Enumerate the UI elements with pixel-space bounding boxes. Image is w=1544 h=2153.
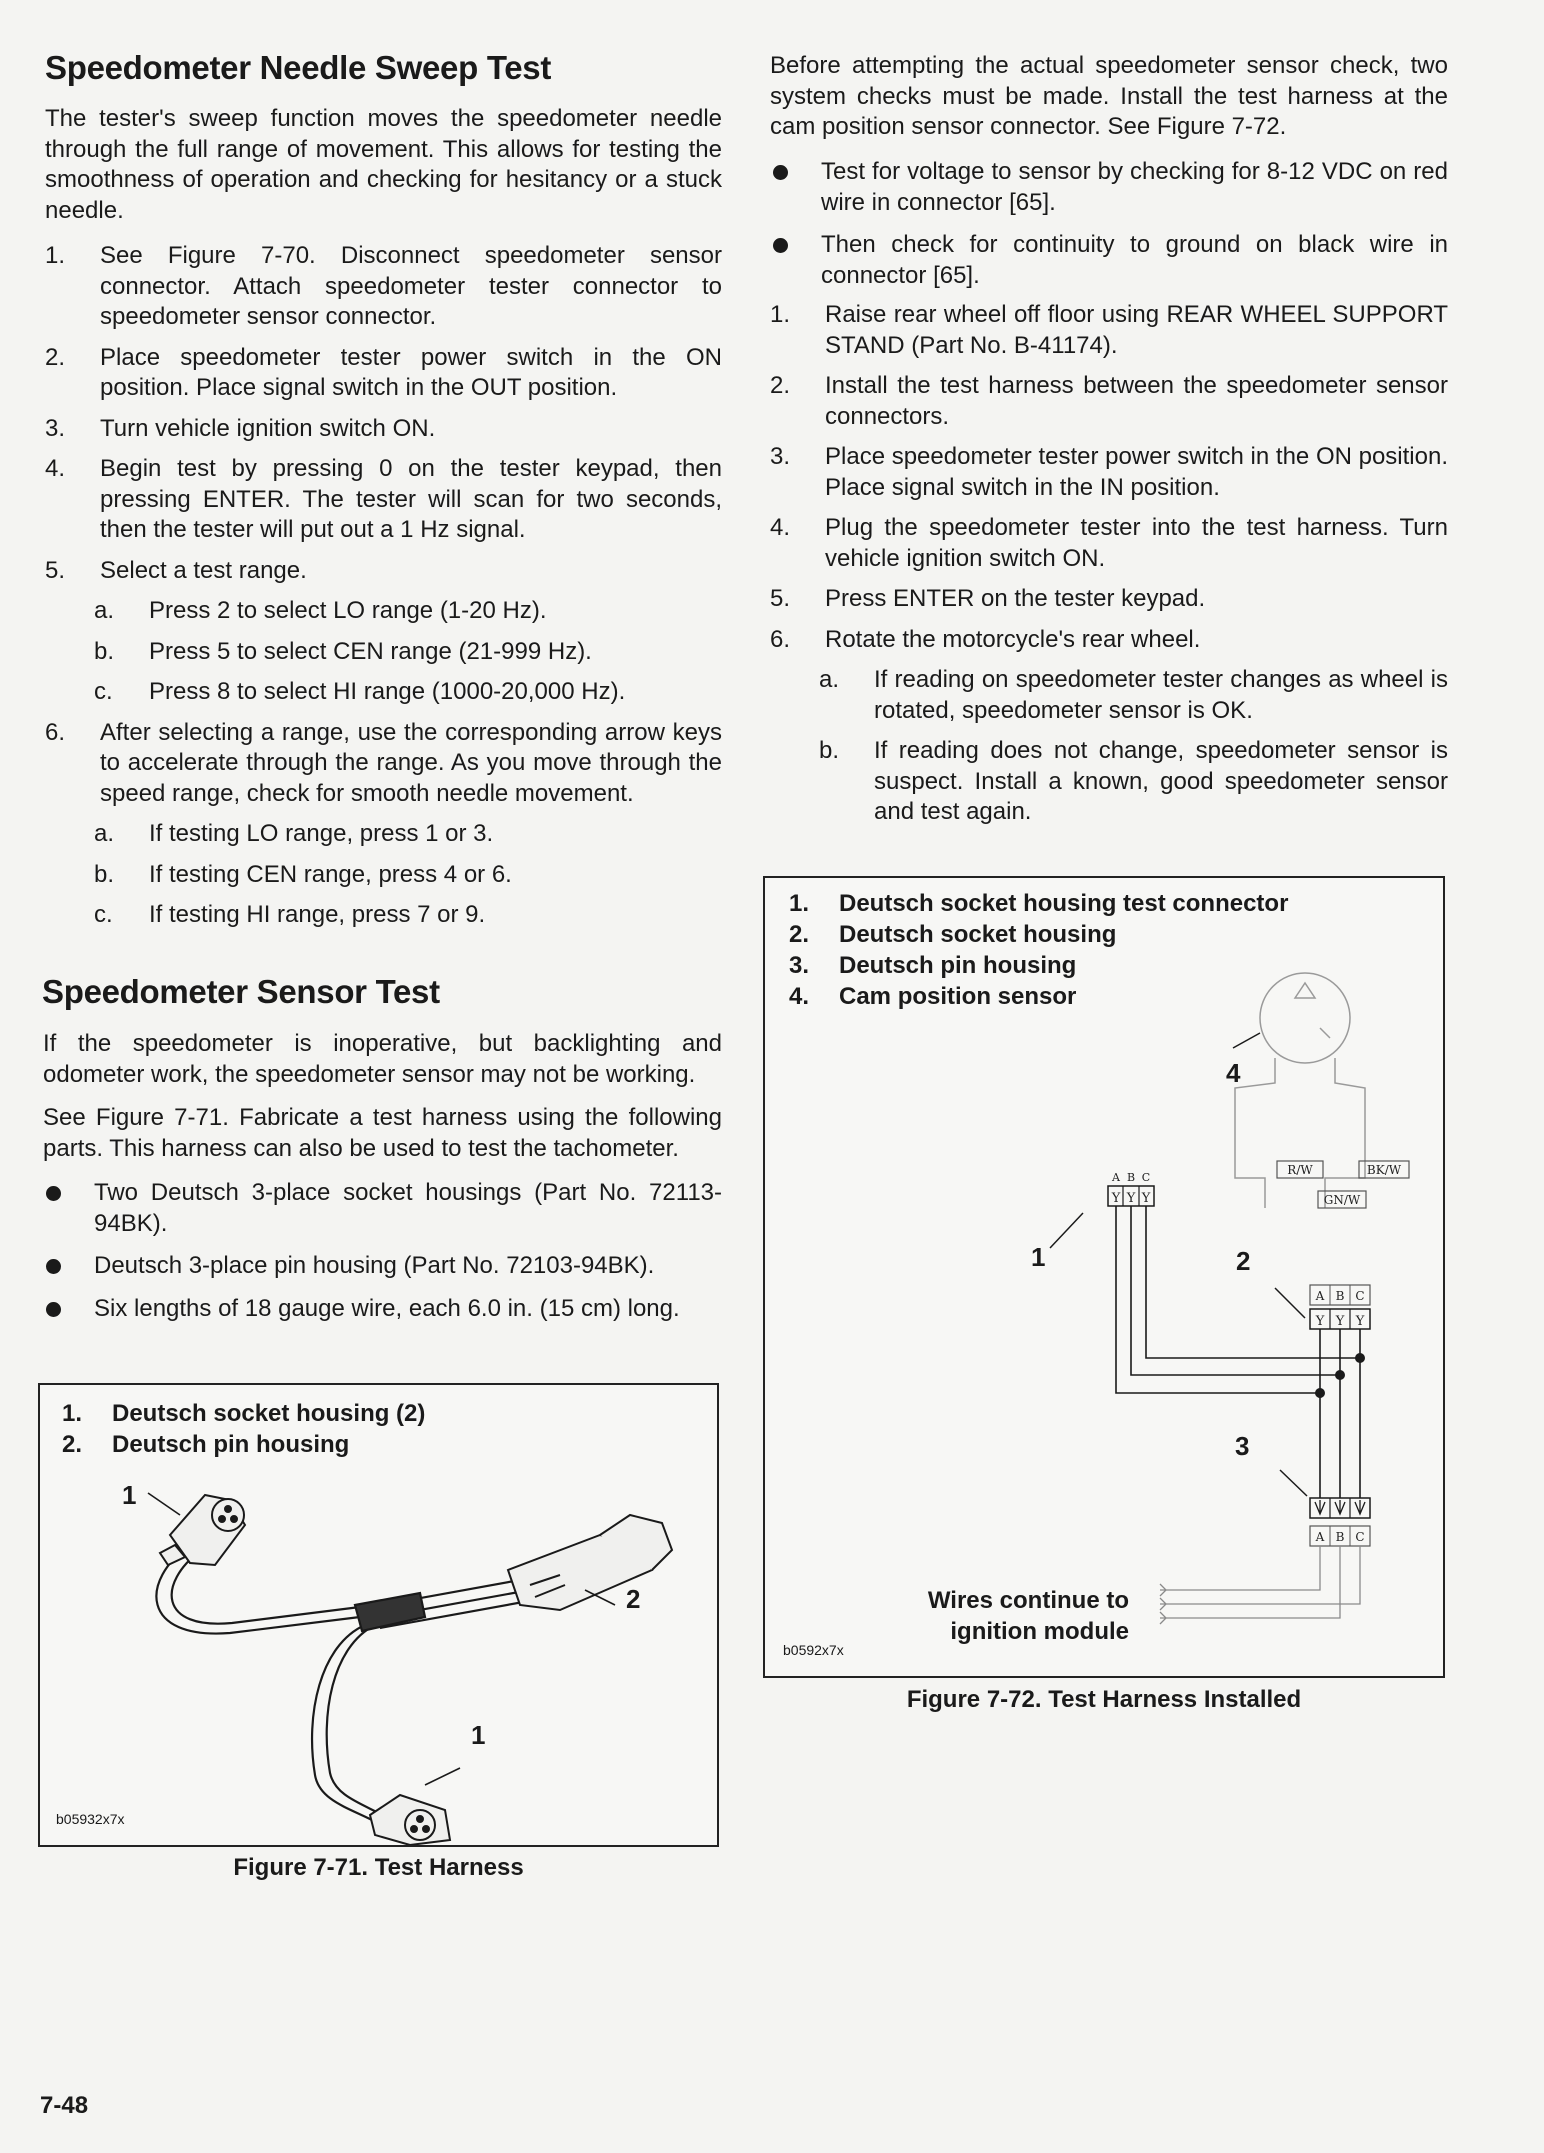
sensor-parts-list	[43, 1178, 722, 1336]
bullet-dot	[46, 1302, 61, 1317]
sweep-step: 6. After selecting a range, use the corresponding arrow keys to accelerate through the range. As you move through the speed range, check for smooth needle movement.	[45, 718, 722, 807]
sweep-step: 2. Place speedometer tester power switch in the ON position. Place signal switch in the OUT position.	[45, 343, 722, 401]
callout-1: 1	[1031, 1242, 1046, 1272]
sensor-step: 3. Place speedometer tester power switch in the ON position. Place signal switch in the IN position.	[770, 443, 1448, 501]
callout-2: 2	[626, 1584, 641, 1614]
legend-item: 1. Deutsch socket housing (2)	[62, 1400, 426, 1427]
sweep-substep: c. If testing HI range, press 7 or 9.	[94, 901, 486, 928]
sensor-step: 5. Press ENTER on the tester keypad.	[770, 585, 1206, 612]
pin-b-socket: B	[1335, 1289, 1345, 1303]
note-line-1: Wires continue to	[927, 1587, 1129, 1614]
wire-label-gnw: GN/W	[1323, 1193, 1361, 1207]
sweep-substep: b. If testing CEN range, press 4 or 6.	[94, 860, 512, 888]
sensor-step: 4. Plug the speedometer tester into the test harness. Turn vehicle ignition switch ON.	[770, 514, 1448, 572]
pin-type-socket-c: Y	[1355, 1314, 1365, 1329]
sweep-step: 4. Begin test by pressing 0 on the tester keypad, then pressing ENTER. The tester will scan for two seconds, then the tester will put out a 1 Hz signal.	[45, 455, 722, 543]
note-line-2: ignition module	[950, 1618, 1129, 1645]
system-check-item: Test for voltage to sensor by checking for 8-12 VDC on red wire in connector [65].	[770, 157, 1448, 218]
wire-label-rw: R/W	[1287, 1163, 1313, 1177]
bullet-dot	[46, 1186, 61, 1201]
figure-7-72-box	[763, 876, 1445, 1678]
page-number: 7-48	[40, 2092, 89, 2119]
sensor-substep: a. If reading on speedometer tester changes as wheel is rotated, speedometer sensor is OK.	[819, 666, 1448, 724]
sweep-substep: a. Press 2 to select LO range (1-20 Hz).	[94, 597, 547, 624]
ignition-module-note	[893, 1585, 1129, 1647]
sensor-step: 2. Install the test harness between the speedometer sensor connectors.	[770, 372, 1448, 430]
bullet-dot	[773, 238, 788, 253]
test-harness-illustration	[40, 1385, 717, 1845]
callout-2: 2	[1236, 1246, 1251, 1276]
system-checks-list	[770, 157, 1448, 303]
figure-7-71-caption: Figure 7-71. Test Harness	[233, 1854, 524, 1881]
sweep-steps	[45, 241, 722, 941]
sensor-para-1: If the speedometer is inoperative, but backlighting and odometer work, the speedometer sensor may not be working.	[43, 1030, 722, 1088]
sensor-para-2: See Figure 7-71. Fabricate a test harness using the following parts. This harness can also be used to test the tachometer.	[43, 1104, 722, 1162]
parts-list-item: Two Deutsch 3-place socket housings (Part No. 72113-94BK).	[43, 1178, 722, 1239]
sweep-step: 3. Turn vehicle ignition switch ON.	[45, 414, 436, 442]
sensor-step: 1. Raise rear wheel off floor using REAR WHEEL SUPPORT STAND (Part No. B-41174).	[770, 301, 1448, 359]
callout-4: 4	[1226, 1058, 1241, 1088]
sweep-step: 5. Select a test range.	[45, 556, 307, 584]
figure-7-72-id: b0592x7x	[783, 1642, 844, 1658]
legend-item: 1. Deutsch socket housing test connector	[789, 890, 1289, 917]
pin-c-pin-housing: C	[1355, 1530, 1365, 1544]
legend-item: 4. Cam position sensor	[789, 983, 1077, 1010]
pin-a-pin-housing: A	[1315, 1530, 1325, 1544]
figure-7-72-caption: Figure 7-72. Test Harness Installed	[906, 1686, 1302, 1713]
sensor-steps	[770, 300, 1448, 838]
figure-7-71-box	[38, 1383, 719, 1847]
sweep-heading: Speedometer Needle Sweep Test	[45, 49, 552, 86]
legend-item: 2. Deutsch pin housing	[62, 1431, 350, 1458]
callout-1-top: 1	[122, 1480, 137, 1510]
sensor-step: 6. Rotate the motorcycle's rear wheel.	[770, 625, 1201, 653]
callout-1-bottom: 1	[471, 1720, 486, 1750]
sensor-substep: b. If reading does not change, speedometer sensor is suspect. Install a known, good speedometer sensor and test again.	[819, 737, 1448, 825]
pin-c-test: C	[1141, 1171, 1151, 1184]
figure-7-71-id: b05932x7x	[56, 1811, 125, 1827]
pin-type-socket-a: Y	[1315, 1314, 1325, 1329]
system-check-item: Then check for continuity to ground on black wire in connector [65].	[770, 230, 1448, 291]
pin-b-test: B	[1126, 1171, 1136, 1184]
parts-list-item: Six lengths of 18 gauge wire, each 6.0 in. (15 cm) long.	[43, 1294, 722, 1325]
sweep-intro: The tester's sweep function moves the speedometer needle through the full range of movement. This allows for testing the smoothness of operation and checking for hesitancy or a stuck needle.	[45, 105, 722, 224]
pin-c-socket: C	[1355, 1289, 1365, 1303]
pin-type-test-c: Y	[1141, 1191, 1151, 1206]
bullet-dot	[46, 1259, 61, 1274]
sweep-substep: b. Press 5 to select CEN range (21-999 Hz).	[94, 637, 592, 665]
sensor-heading: Speedometer Sensor Test	[42, 973, 440, 1010]
pin-type-test-b: Y	[1126, 1191, 1136, 1206]
sweep-substep: c. Press 8 to select HI range (1000-20,000 Hz).	[94, 678, 626, 705]
bullet-dot	[773, 165, 788, 180]
wire-label-bkw: BK/W	[1366, 1163, 1402, 1177]
pin-a-test: A	[1112, 1171, 1120, 1184]
pin-a-socket: A	[1315, 1289, 1325, 1303]
sweep-substep: a. If testing LO range, press 1 or 3.	[94, 820, 494, 847]
right-intro: Before attempting the actual speedometer sensor check, two system checks must be made. Install the test harness at the cam position sensor connector. See Figure 7-72.	[770, 52, 1448, 140]
callout-3: 3	[1235, 1431, 1250, 1461]
pin-type-test-a: Y	[1111, 1191, 1121, 1206]
legend-item: 3. Deutsch pin housing	[789, 952, 1077, 979]
pin-type-socket-b: Y	[1335, 1314, 1345, 1329]
parts-list-item: Deutsch 3-place pin housing (Part No. 72103-94BK).	[43, 1251, 722, 1282]
wiring-schematic	[765, 878, 1443, 1676]
sweep-step: 1. See Figure 7-70. Disconnect speedometer sensor connector. Attach speedometer tester connector to speedometer sensor connector.	[45, 242, 722, 330]
legend-item: 2. Deutsch socket housing	[789, 921, 1117, 948]
pin-b-pin-housing: B	[1335, 1530, 1345, 1544]
